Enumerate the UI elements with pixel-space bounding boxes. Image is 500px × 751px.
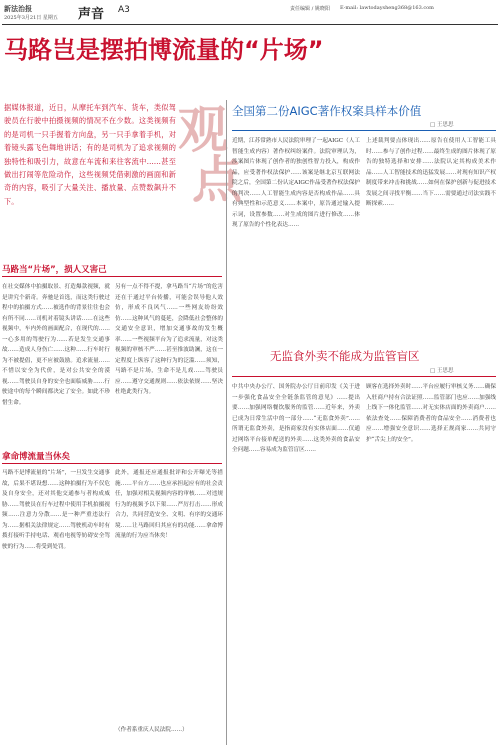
article4-col2: 顾客在选择外卖时……平台应履行审核义务……确保入驻商户持有合法证照……监管部门也应……加强线上线下一体化监管……对无实体店面的外卖商户……依法查处……保障消费者的食品安全……消费者也应……增强安全意识……选择正规商家……共同守护“舌尖上的安全”。 (366, 384, 496, 443)
paper-name: 新法治报 (4, 4, 32, 13)
article4-title: 无监食外卖不能成为监管盲区 (270, 349, 420, 363)
masthead-rule (2, 24, 498, 25)
article3-title: 全国第二份AIGC著作权案具样本价值 (232, 104, 422, 118)
decorative-char-dian: 点 (192, 150, 242, 209)
article1-col1: 在社交媒体中拍摄取景、打造爆款视频，就是讲究个新奇。奔驰是首选，而这类行驶过程中的拍摄方式……被选作的背景往往也会有所不同……司机对着镜头讲话……在这些视频中，车内外的画面配合，在现代的……一心多用的驾驶行为……若是发生交通事故……造成人身伤亡……这种……行车时行为不被提倡，更不应被鼓励。追求流量……不惜以安全为代价，是对公共安全的漠视……驾驶员自身的安全也面临威胁……行驶途中的每个瞬间都决定了安全。如此不珍惜生命。 (2, 284, 110, 406)
article3-author-row (430, 120, 453, 128)
article1-title-rule (2, 276, 222, 277)
issue-date: 2025年3月21日 星期五 (4, 15, 58, 21)
article2-col1: 马路不是博流量的“片场”，一旦发生交通事故，后果不堪设想……这种拍摄行为不仅危及自身安全，还对其他交通参与者构成威胁……驾驶员在行车过程中使用手机拍摄视频……注意力分散……是一种严重违法行为……据相关法律规定……驾驶机动车时有拨打接听手持电话、观看电视等妨碍安全驾驶的行为……将受到处罚。 (2, 470, 110, 550)
editor-email: E-mail: lawtodaysheng368@163.com (340, 5, 434, 11)
article4-col1: 中共中央办公厅、国务院办公厅日前印发《关于进一步强化食品安全全链条监管的意见》……提出要……加强网络餐饮服务的监管……近年来，外卖已成为日常生活中的一部分……“无监食外卖”……所谓无监食外卖，是指商家没有实体店面……仅通过网络平台接单配送的外卖……这类外卖的食品安全问题……容易成为监管盲区…… (232, 384, 360, 453)
page-number: A3 (118, 5, 130, 15)
article3-col1: 近期，江苏常熟市人民法院审理了一起AIGC（人工智能生成内容）著作权纠纷案件。法院审理认为，涉案图片体现了创作者的独创性智力投入，构成作品，应受著作权法保护……该案是继北京互联网法院之后，全国第二份认定AIGC作品受著作权法保护的判决……人工智能生成内容是否构成作品……具有典型性和示范意义……本案中，原告通过输入提示词，设置参数……对生成的图片进行修改……体现了原告的个性化表达…… (232, 138, 360, 228)
article3-title-rule (232, 130, 496, 131)
lead-box (2, 100, 178, 258)
article2-title-rule (2, 463, 222, 464)
article1-title: 马路当“片场”，损人又害己 (2, 265, 107, 275)
article2-col2: 此外，通报还应通报批评和公开曝光等措施……平台方……也应承担起应有的社会责任，加强对相关视频内容的审核……对违规行为的视频予以下架……严厉打击……形成合力，共同营造安全、文明、有序的交通环境……让马路回归其应有的功能……拿命博流量的行为应当休矣！ (115, 470, 223, 539)
author-icon: □ (430, 368, 437, 374)
author-icon: □ (430, 122, 437, 128)
article4-title-rule (232, 376, 496, 377)
article1-col2: 另有一点不得不提，拿马路当“片场”的危害还在于通过平台传播，可能会误导他人效仿，形成不良风气……一些网友纷纷效仿……这种风气的蔓延，会降低社会整体的交通安全意识，增加交通事故的发生概率……一些视频平台为了追求流量，对这类视频的审核不严……甚至推波助澜，这在一定程度上纵容了这种行为的泛滥……须知，马路不是片场，生命不是儿戏……驾驶员应……遵守交通规则……依法依规……坚决杜绝此类行为。 (115, 284, 223, 395)
section-name: 声音 (78, 7, 105, 22)
editor-name: 责任编辑 / 姚晓阳 (290, 6, 330, 12)
article4-author: 王思思 (436, 368, 454, 374)
headline: 马路岂是摆拍博流量的“片场” (4, 36, 324, 64)
article4-author-row (430, 366, 453, 374)
article3-col2: 上述裁判要点体现出……原告在使用人工智能工具时……参与了创作过程……最终生成的图片体现了原告的独特选择和安排……法院认定其构成美术作品……人工智能技术的迅猛发展……对现有知识产权制度带来冲击和挑战……如何在保护创新与促进技术发展之间寻找平衡……当下……需要通过司法实践不断探索…… (366, 138, 496, 207)
article2-byline: （作者系重庆人民法院……） (115, 727, 188, 733)
lead-text: 据媒体报道，近日，从摩托车到汽车、货车，类似驾驶员在行驶中拍摄视频的情况不在少数。这类视频有的是司机一只手握着方向盘，另一只手拿着手机，对着镜头露飞色舞地讲话；有的是司机为了追求视频的独特性和吸引力，故意在车流和来往客流中……甚至做出打闹等危险动作，这些视频凭借刺激的画面和新奇的内容，吸引了大量关注、播放量、点赞数飙升不下。 (4, 103, 176, 206)
article2-title: 拿命博流量当休矣 (2, 452, 71, 462)
decorative-char-guan: 观 (178, 100, 228, 159)
column-divider (226, 100, 227, 745)
article3-author: 王思思 (436, 122, 454, 128)
